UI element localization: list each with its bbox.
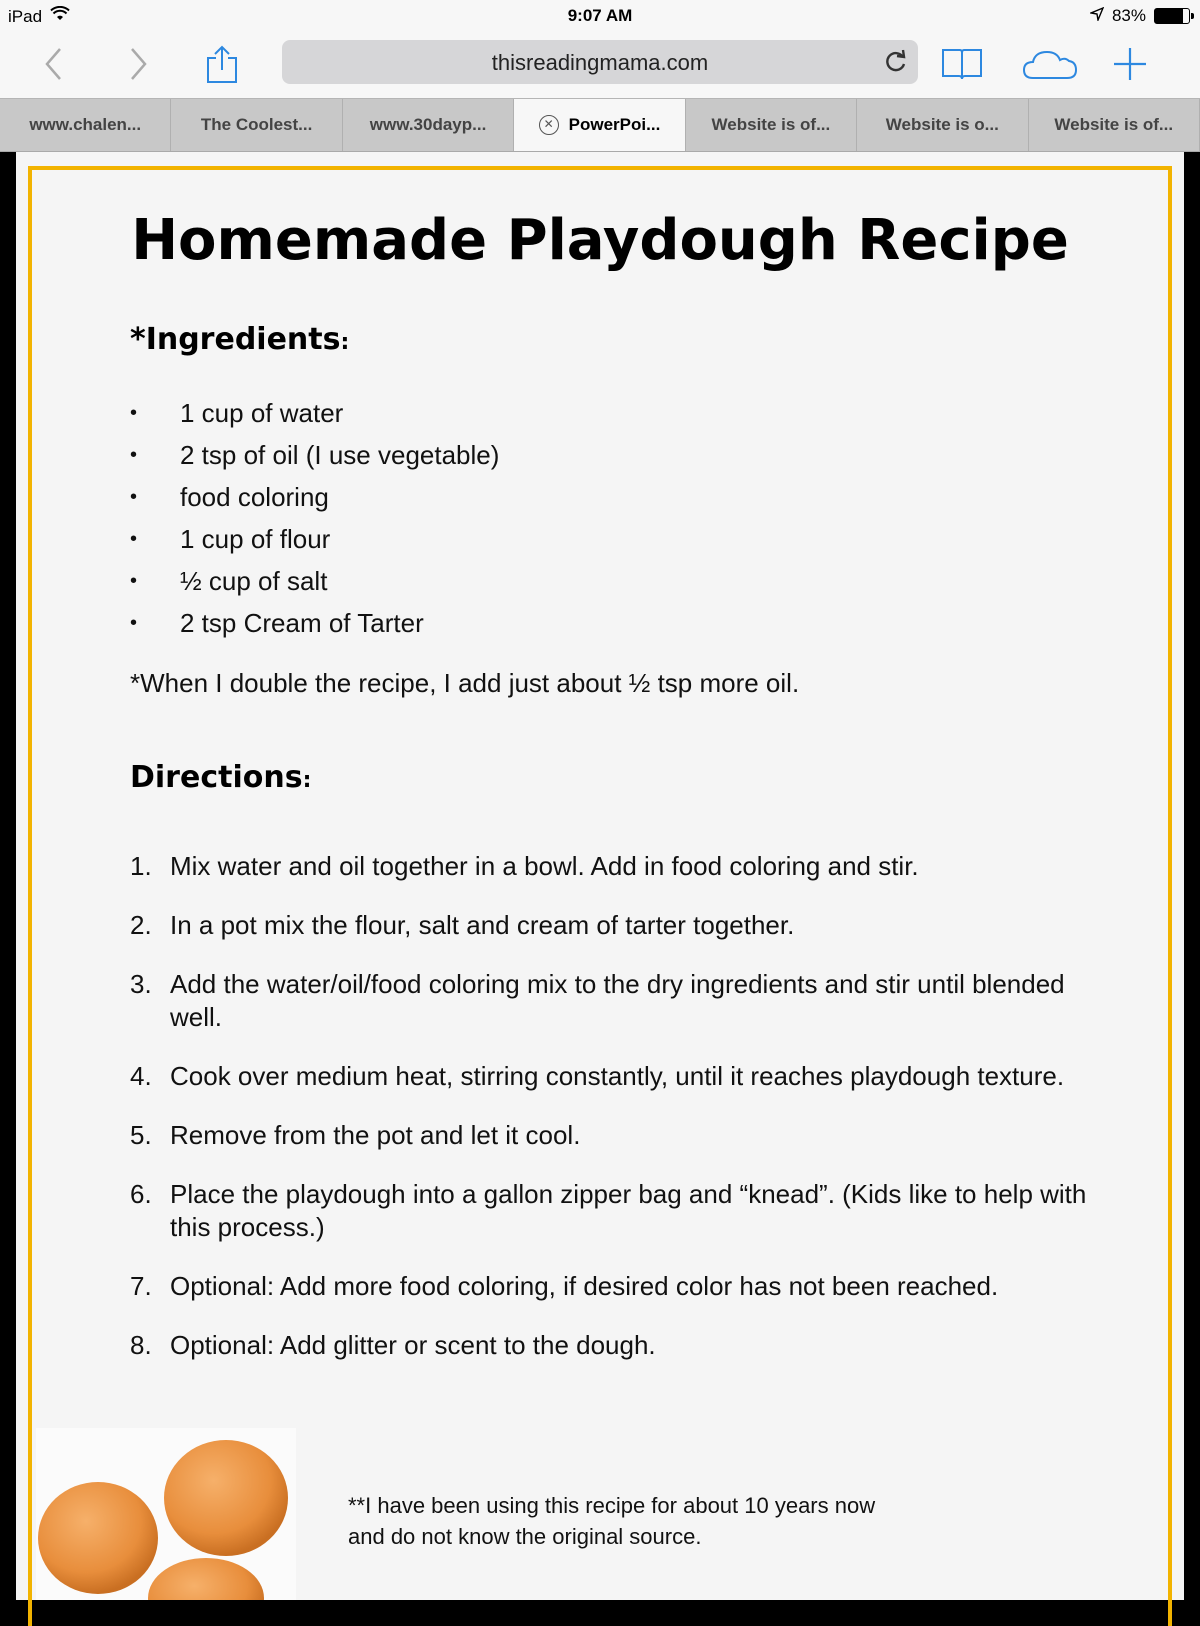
ingredients-heading-text: *Ingredients bbox=[130, 322, 341, 357]
tab-3[interactable] bbox=[343, 99, 514, 151]
list-item bbox=[130, 476, 499, 518]
tab-active[interactable] bbox=[514, 99, 685, 151]
browser-toolbar bbox=[0, 32, 1200, 98]
bullet: • bbox=[130, 611, 138, 634]
step-number: 6. bbox=[130, 1179, 152, 1209]
device-label: iPad bbox=[8, 6, 43, 26]
playdough-photo bbox=[36, 1428, 296, 1600]
bookmarks-icon[interactable] bbox=[940, 42, 984, 86]
list-item bbox=[130, 968, 1120, 1034]
step-number: 7. bbox=[130, 1271, 152, 1301]
share-icon[interactable] bbox=[200, 42, 244, 86]
list-item bbox=[130, 1329, 1120, 1362]
list-item bbox=[130, 1270, 1120, 1303]
list-item bbox=[130, 392, 499, 434]
tab-6[interactable] bbox=[857, 99, 1028, 151]
list-item bbox=[130, 909, 1120, 942]
directions-heading-text: Directions bbox=[130, 760, 303, 795]
recipe-title: Homemade Playdough Recipe bbox=[131, 208, 1069, 273]
url-bar[interactable] bbox=[282, 40, 918, 84]
list-item bbox=[130, 560, 499, 602]
status-bar bbox=[0, 0, 1200, 32]
bullet: • bbox=[130, 485, 138, 508]
tab-label: Website is of... bbox=[1054, 115, 1174, 134]
ingredient-text: 1 cup of water bbox=[180, 397, 344, 428]
list-item bbox=[130, 518, 499, 560]
ingredients-heading: *Ingredients: bbox=[130, 322, 350, 357]
step-text: Optional: Add glitter or scent to the dough. bbox=[170, 1330, 656, 1360]
directions-list bbox=[130, 850, 1120, 1388]
footnote bbox=[348, 1490, 875, 1552]
list-item bbox=[130, 1178, 1120, 1244]
new-tab-icon[interactable] bbox=[1108, 42, 1152, 86]
battery-percent: 83% bbox=[1111, 6, 1146, 25]
tab-label: The Coolest... bbox=[200, 115, 313, 134]
list-item bbox=[130, 602, 499, 644]
footnote-line-1: **I have been using this recipe for about 10 years now bbox=[348, 1493, 876, 1518]
tab-label: www.chalen... bbox=[29, 115, 142, 134]
step-text: Place the playdough into a gallon zipper bag and “knead”. (Kids like to help with this process.) bbox=[170, 1179, 1087, 1242]
ingredient-text: food coloring bbox=[180, 481, 329, 512]
tab-2[interactable] bbox=[171, 99, 342, 151]
forward-icon[interactable] bbox=[116, 42, 160, 86]
close-tab-icon[interactable]: ✕ bbox=[539, 115, 559, 135]
step-text: Mix water and oil together in a bowl. Add in food coloring and stir. bbox=[170, 851, 919, 881]
ingredients-list bbox=[130, 392, 499, 644]
url-text: thisreadingmama.com bbox=[491, 50, 709, 75]
ingredient-text: 2 tsp Cream of Tarter bbox=[180, 607, 424, 638]
tab-label: Website is o... bbox=[885, 115, 999, 134]
ingredient-text: 2 tsp of oil (I use vegetable) bbox=[180, 439, 500, 470]
directions-heading: Directions: bbox=[130, 760, 312, 795]
step-number: 3. bbox=[130, 969, 152, 999]
list-item bbox=[130, 1119, 1120, 1152]
ingredient-text: ½ cup of salt bbox=[180, 565, 328, 596]
back-icon[interactable] bbox=[32, 42, 76, 86]
tab-7[interactable] bbox=[1029, 99, 1200, 151]
tab-1[interactable] bbox=[0, 99, 171, 151]
step-text: Remove from the pot and let it cool. bbox=[170, 1120, 581, 1150]
list-item bbox=[130, 434, 499, 476]
status-right bbox=[1090, 6, 1190, 26]
battery-icon bbox=[1154, 8, 1190, 24]
step-number: 8. bbox=[130, 1330, 152, 1360]
step-text: Add the water/oil/food coloring mix to the dry ingredients and stir until blended well. bbox=[170, 969, 1065, 1032]
battery-fill bbox=[1155, 9, 1183, 23]
bullet: • bbox=[130, 527, 138, 550]
ingredient-text: 1 cup of flour bbox=[180, 523, 331, 554]
reload-icon[interactable] bbox=[882, 48, 910, 76]
recipe-note: *When I double the recipe, I add just about ½ tsp more oil. bbox=[130, 668, 800, 698]
tab-label: PowerPoi... bbox=[568, 115, 661, 134]
tab-bar bbox=[0, 98, 1200, 152]
step-text: Optional: Add more food coloring, if desired color has not been reached. bbox=[170, 1271, 999, 1301]
tab-label: Website is of... bbox=[711, 115, 831, 134]
footnote-line-2: and do not know the original source. bbox=[348, 1524, 702, 1549]
icloud-tabs-icon[interactable] bbox=[1020, 42, 1080, 86]
bullet: • bbox=[130, 569, 138, 592]
list-item bbox=[130, 850, 1120, 883]
location-arrow-icon bbox=[1090, 6, 1104, 26]
step-text: Cook over medium heat, stirring constantly, until it reaches playdough texture. bbox=[170, 1061, 1065, 1091]
tab-label: www.30dayp... bbox=[369, 115, 487, 134]
step-text: In a pot mix the flour, salt and cream of tarter together. bbox=[170, 910, 795, 940]
step-number: 5. bbox=[130, 1120, 152, 1150]
status-time: 9:07 AM bbox=[567, 6, 633, 25]
list-item bbox=[130, 1060, 1120, 1093]
step-number: 4. bbox=[130, 1061, 152, 1091]
bullet: • bbox=[130, 443, 138, 466]
step-number: 2. bbox=[130, 910, 152, 940]
tab-5[interactable] bbox=[686, 99, 857, 151]
bullet: • bbox=[130, 401, 138, 424]
step-number: 1. bbox=[130, 851, 152, 881]
